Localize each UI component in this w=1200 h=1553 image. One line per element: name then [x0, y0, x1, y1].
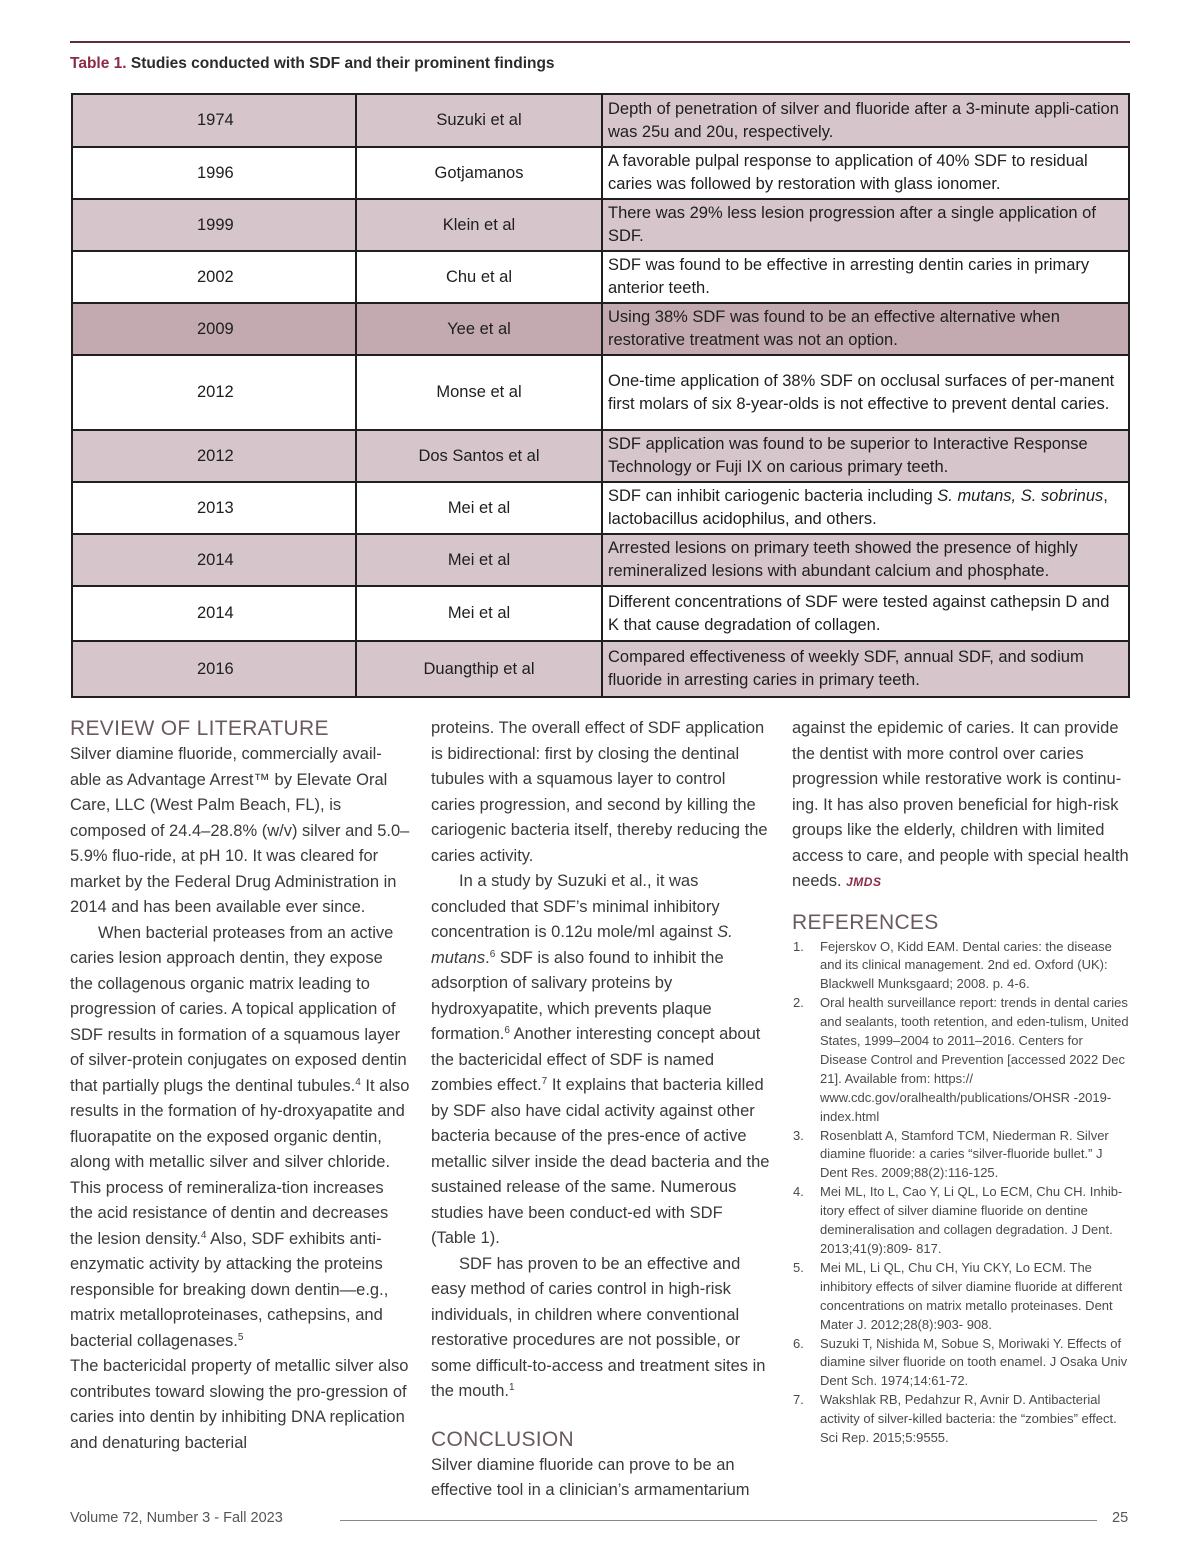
author-cell: Mei et al [356, 534, 602, 586]
review-paragraph-4: proteins. The overall effect of SDF application is bidirectional: first by closing the dentinal tubules with a squamous layer to control caries progression, and second by killing the cariogenic bacteria itself, thereby reducing the caries activity. [431, 719, 768, 865]
author-cell: Mei et al [356, 586, 602, 641]
author-cell: Chu et al [356, 251, 602, 303]
review-heading: REVIEW OF LITERATURE [70, 717, 329, 740]
finding-cell: A favorable pulpal response to application of 40% SDF to residual caries was followed by restoration with glass ionomer. [602, 147, 1129, 199]
column-1 [70, 716, 410, 1456]
year-cell: 2012 [72, 355, 356, 430]
italic-run: S. mutans [431, 923, 733, 967]
footer-rule [340, 1520, 1097, 1521]
text-run: In a study by Suzuki et al., it was concluded that SDF’s minimal inhibitory concentration is 0.12u mole/ml against [431, 872, 720, 941]
year-cell: 1999 [72, 199, 356, 251]
text-run: SDF has proven to be an effective and easy method of caries control in high-risk individuals, in children where conventional restorative procedures are not possible, or some difficult-to-access and treatment sites in the mouth. [431, 1254, 766, 1400]
reference-number: 3. [793, 1127, 804, 1143]
citation: 4 [200, 1229, 207, 1241]
table-caption-label: Table 1. [70, 55, 127, 72]
citation: 6 [504, 1025, 510, 1036]
reference-item [792, 1127, 1132, 1184]
reference-item [792, 1391, 1132, 1448]
reference-number: 6. [793, 1335, 804, 1351]
author-cell: Monse et al [356, 355, 602, 430]
reference-text: Rosenblatt A, Stamford TCM, Niederman R. Silver diamine fluoride: a caries “silver-fluoride bullet.” J Dent Res. 2009;88(2):116-125. [820, 1127, 1109, 1181]
studies-table [71, 93, 1130, 698]
reference-number: 2. [793, 995, 804, 1011]
citation: 4 [355, 1076, 361, 1088]
reference-item [792, 994, 1132, 1126]
finding-cell: Different concentrations of SDF were tested against cathepsin D and K that cause degradation of collagen. [602, 586, 1129, 641]
jmds-logo: JMDS [846, 875, 882, 889]
finding-cell: Compared effectiveness of weekly SDF, annual SDF, and sodium fluoride in arresting caries in primary teeth. [602, 641, 1129, 697]
table-row [72, 199, 1129, 251]
citation: 7 [541, 1076, 548, 1087]
finding-cell: Arrested lesions on primary teeth showed the presence of highly remineralized lesions with abundant calcium and phosphate. [602, 534, 1129, 586]
conclusion-heading: CONCLUSION [431, 1427, 575, 1451]
year-cell: 2014 [72, 534, 356, 586]
reference-text: Mei ML, Li QL, Chu CH, Yiu CKY, Lo ECM. The inhibitory effects of silver diamine fluoride at different concentrations on matrix metallo proteinases. Dent Mater J. 2012;28(8):903- 908. [820, 1259, 1123, 1332]
text-run: It explains that bacteria killed by SDF also have cidal activity against other bacteria because of the pres-ence of active metallic silver inside the dead bacteria and the sustained release of the same. Numerous studies have been conduct-ed with SDF (Table 1). [431, 1076, 770, 1247]
table-row [72, 534, 1129, 586]
finding-cell: One-time application of 38% SDF on occlusal surfaces of per-manent first molars of six 8-year-olds is not effective to prevent dental caries. [602, 355, 1129, 430]
column-3 [792, 716, 1132, 1448]
table-row [72, 430, 1129, 482]
table-row [72, 147, 1129, 199]
year-cell: 2014 [72, 586, 356, 641]
conclusion-paragraph-2 [792, 716, 1132, 896]
author-cell: Dos Santos et al [356, 430, 602, 482]
finding-cell: SDF was found to be effective in arresting dentin caries in primary anterior teeth. [602, 251, 1129, 303]
reference-text: Suzuki T, Nishida M, Sobue S, Moriwaki Y. Effects of diamine silver fluoride on tooth enamel. J Osaka Univ Dent Sch. 1974;14:61-72. [820, 1335, 1128, 1389]
text-run: Also, SDF exhibits anti-enzymatic activity by attacking the proteins responsible for breaking down dentin—e.g., matrix metalloproteinases, cathepsins, and bacterial collagenases. [70, 1229, 389, 1350]
review-paragraph-5: In a study by Suzuki et al., it was concluded that SDF’s minimal inhibitory concentration is 0.12u mole/ml against S. mutans.$^6$ SDF is also found to inhibit the adsorption of salivary proteins by hydroxyapatite, which prevents plaque formation.$^6$ Another interesting concept about the bactericidal effect of SDF is named zombies effect.$^7$ It explains that bacteria killed by SDF also have cidal activity against other bacteria because of the pres-ence of active metallic silver inside the dead bacteria and the sustained release of the same. Numerous studies have been conduct-ed with SDF (Table 1). [431, 872, 770, 1247]
author-cell: Gotjamanos [356, 147, 602, 199]
review-paragraph-1: Silver diamine fluoride, commercially avail-able as Advantage Arrest™ by Elevate Oral Care, LLC (West Palm Beach, FL), is composed of 24.4–28.8% (w/v) silver and 5.0–5.9% fluo-ride, at pH 10. It was cleared for market by the Federal Drug Administration in 2014 and has been available ever since. [70, 745, 410, 916]
year-cell: 2013 [72, 482, 356, 534]
table-row [72, 94, 1129, 147]
reference-item [792, 1335, 1132, 1392]
reference-item [792, 938, 1132, 995]
footer-volume: Volume 72, Number 3 - Fall 2023 [70, 1510, 283, 1526]
text-run: SDF is also found to inhibit the adsorption of salivary proteins by hydroxyapatite, which prevents plaque formation. [431, 948, 724, 1043]
citation: 5 [237, 1331, 244, 1343]
review-paragraph-3: The bactericidal property of metallic silver also contributes toward slowing the pro-gression of caries into dentin by inhibiting DNA replication and denaturing bacterial [70, 1357, 409, 1452]
reference-text: Mei ML, Ito L, Cao Y, Li QL, Lo ECM, Chu CH. Inhib-itory effect of silver diamine fluoride on dentine demineralisation and collagen degradation. J Dent. 2013;41(9):809- 817. [820, 1184, 1123, 1256]
reference-number: 5. [793, 1259, 804, 1275]
reference-number: 4. [793, 1184, 804, 1200]
top-rule [70, 41, 1130, 43]
conclusion-paragraph-1: Silver diamine fluoride can prove to be an effective tool in a clinician’s armamentarium [431, 1455, 750, 1499]
finding-cell: There was 29% less lesion progression after a single application of SDF. [602, 199, 1129, 251]
author-cell: Suzuki et al [356, 94, 602, 147]
year-cell: 1996 [72, 147, 356, 199]
finding-text: SDF can inhibit cariogenic bacteria including [608, 487, 938, 505]
references-list [792, 938, 1132, 1448]
reference-item [792, 1259, 1132, 1335]
text-run: Another interesting concept about the bactericidal effect of SDF is named zombies effect. [431, 1025, 761, 1094]
page-number: 25 [1112, 1510, 1129, 1526]
citation: 6 [489, 948, 496, 960]
references-heading: REFERENCES [792, 910, 939, 934]
reference-number: 7. [793, 1392, 804, 1408]
table-row [72, 251, 1129, 303]
finding-cell: SDF application was found to be superior to Interactive Response Technology or Fuji IX on carious primary teeth. [602, 430, 1129, 482]
reference-text: Fejerskov O, Kidd EAM. Dental caries: the disease and its clinical management. 2nd ed. Oxford (UK): Blackwell Munksgaard; 2008. p. 4-6. [820, 938, 1112, 992]
review-paragraph-6 [431, 1252, 771, 1405]
column-2 [431, 716, 771, 1504]
table-caption [70, 55, 555, 73]
citation: 1 [508, 1382, 515, 1393]
year-cell: 2002 [72, 251, 356, 303]
author-cell: Klein et al [356, 199, 602, 251]
finding-cell: Depth of penetration of silver and fluoride after a 3-minute appli-cation was 25u and 20u, respectively. [602, 94, 1129, 147]
reference-item [792, 1183, 1132, 1259]
finding-text: , lactobacillus acidophilus, and others. [608, 487, 1108, 528]
text-run: It also results in the formation of hy-droxyapatite and fluorapatite on the exposed organic dentin, along with metallic silver and silver chloride. This process of remineraliza-tion increases the acid resistance of dentin and decreases the lesion density. [70, 1076, 410, 1248]
reference-text: Oral health surveillance report: trends in dental caries and sealants, tooth retention, and eden-tulism, United States, 1999–2004 to 2011–2016. Centers for Disease Control and Prevention [accessed 2022 Dec 21]. Available from: https:// www.cdc.gov/oralhealth/publications/OHSR -2019-index.html [820, 995, 1129, 1124]
finding-italic: S. mutans, S. sobrinus [937, 487, 1104, 505]
year-cell: 2012 [72, 430, 356, 482]
table-row [72, 641, 1129, 697]
author-cell: Duangthip et al [356, 641, 602, 697]
reference-text: Wakshlak RB, Pedahzur R, Avnir D. Antibacterial activity of silver-killed bacteria: the “zombies” effect. Sci Rep. 2015;5:9555. [820, 1392, 1117, 1446]
author-cell: Yee et al [356, 303, 602, 355]
text-run: When bacterial proteases from an active caries lesion approach dentin, they expose the collagenous organic matrix leading to progression of caries. A topical application of SDF results in formation of a squamous layer of silver-protein conjugates on exposed dentin that partially plugs the dentinal tubules. [70, 923, 407, 1095]
table-row [72, 355, 1129, 430]
review-paragraph-2 [70, 921, 410, 1355]
reference-number: 1. [793, 938, 804, 954]
finding-cell [602, 482, 1129, 534]
table-caption-text: Studies conducted with SDF and their prominent findings [126, 55, 555, 72]
table-row [72, 586, 1129, 641]
author-cell: Mei et al [356, 482, 602, 534]
year-cell: 2009 [72, 303, 356, 355]
year-cell: 1974 [72, 94, 356, 147]
table-row [72, 482, 1129, 534]
finding-cell: Using 38% SDF was found to be an effective alternative when restorative treatment was not an option. [602, 303, 1129, 355]
table-row [72, 303, 1129, 355]
year-cell: 2016 [72, 641, 356, 697]
text-run: against the epidemic of caries. It can provide the dentist with more control over caries progression while restorative work is continu-ing. It has also proven beneficial for high-risk groups like the elderly, children with limited access to care, and people with special health needs. [792, 719, 1129, 890]
